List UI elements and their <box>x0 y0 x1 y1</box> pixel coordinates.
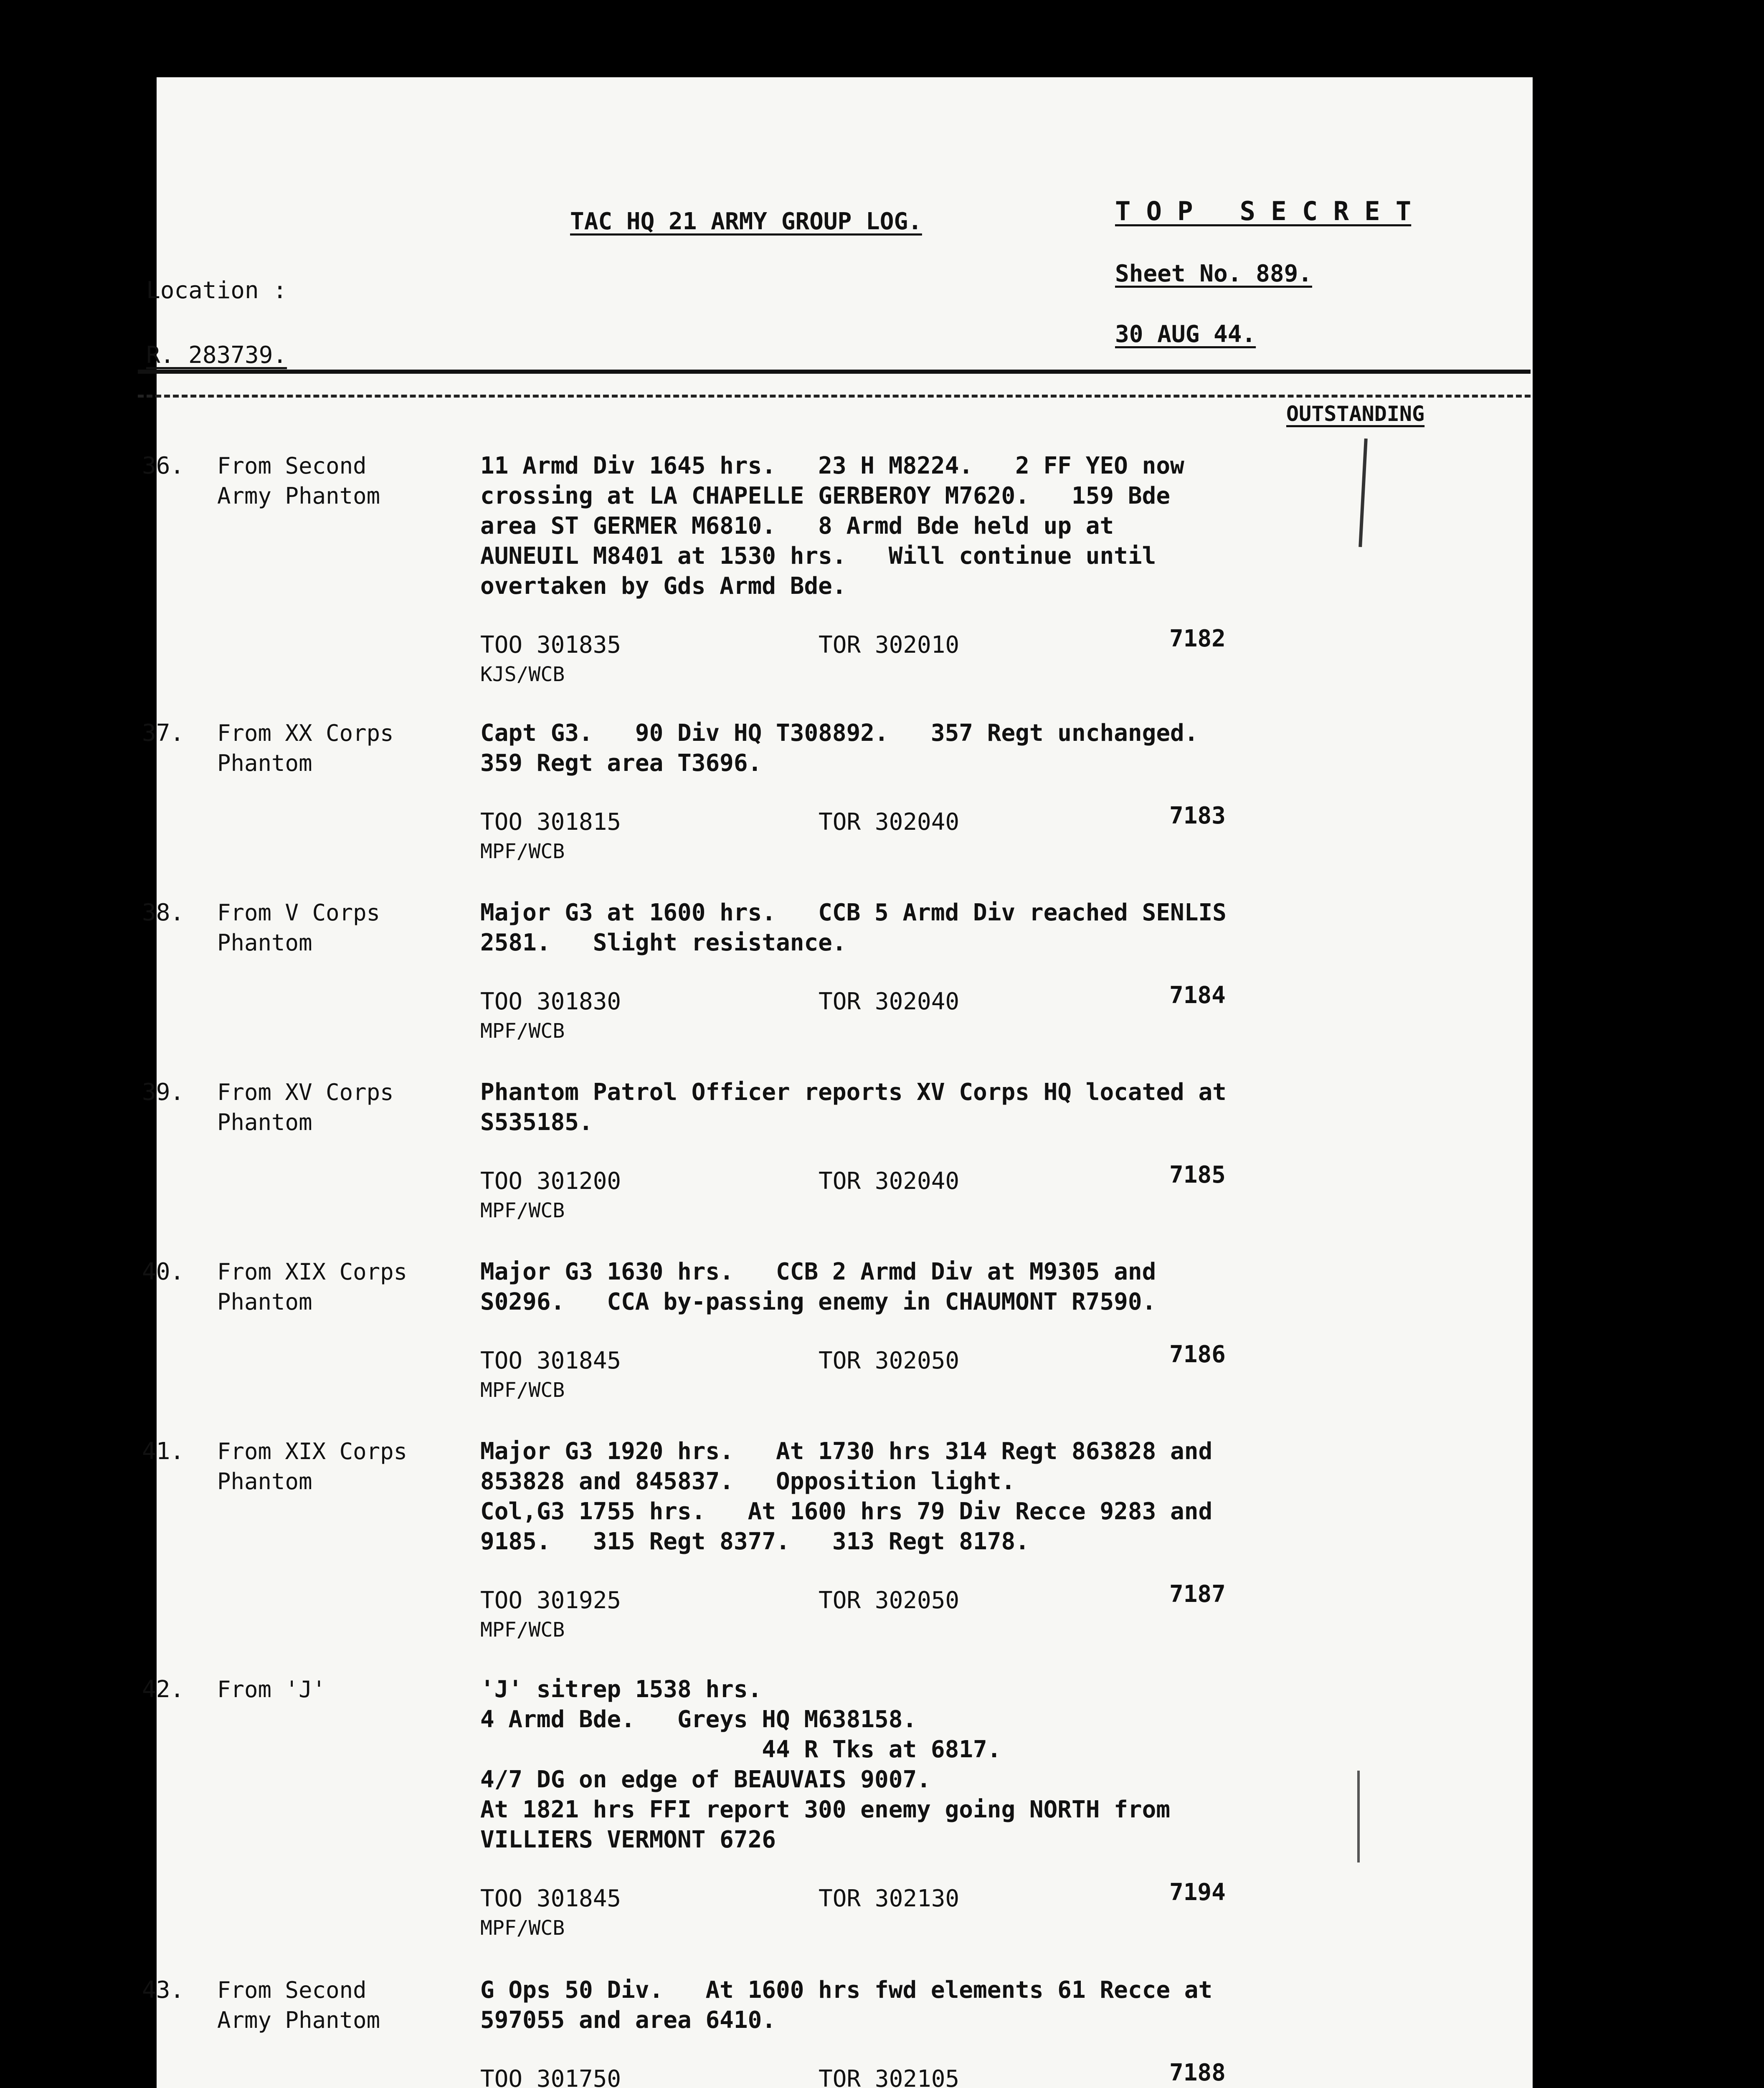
serial-number: 7186 <box>1169 1341 1226 1368</box>
entry-message <box>480 1437 1315 1557</box>
entry-source-line: From 'J' <box>217 1676 326 1703</box>
time-of-receipt: TOR 302130 <box>819 1885 960 1912</box>
entry-source <box>217 451 380 511</box>
time-of-origin <box>480 808 621 866</box>
entry-message-line: Major G3 1920 hrs. At 1730 hrs 314 Regt 863828 and <box>480 1438 1213 1465</box>
entry-message-line: 2581. Slight resistance. <box>480 929 847 956</box>
entry-source <box>217 1077 394 1138</box>
classification-marking: T O P S E C R E T <box>1115 196 1412 226</box>
entry-source-line: Army Phantom <box>217 483 380 509</box>
entry-message <box>480 1975 1315 2035</box>
serial-number: 7185 <box>1169 1161 1226 1188</box>
entry-source <box>217 898 380 958</box>
entry-message-line: 4/7 DG on edge of BEAUVAIS 9007. <box>480 1766 931 1793</box>
time-of-origin <box>480 1346 621 1405</box>
entry-source-line: Phantom <box>217 1289 312 1315</box>
entry-source-line: From XV Corps <box>217 1079 394 1105</box>
entry-source-line: Army Phantom <box>217 2007 380 2033</box>
entry-source-line: Phantom <box>217 930 312 956</box>
too-value: TOO 301750 <box>480 2065 621 2088</box>
operator-initials: MPF/WCB <box>480 1916 565 1940</box>
entry-message-line: At 1821 hrs FFI report 300 enemy going NORTH from <box>480 1796 1171 1823</box>
entry-source-line: Phantom <box>217 1468 312 1495</box>
serial-number: 7188 <box>1169 2059 1226 2086</box>
entry-message-line: Col,G3 1755 hrs. At 1600 hrs 79 Div Recce 9283 and <box>480 1498 1213 1525</box>
too-value: TOO 301845 <box>480 1885 621 1912</box>
entry-message-line: crossing at LA CHAPELLE GERBEROY M7620. 159 Bde <box>480 482 1171 509</box>
entry-message-line: 'J' sitrep 1538 hrs. <box>480 1676 762 1703</box>
entry-message-line: S0296. CCA by-passing enemy in CHAUMONT R7590. <box>480 1288 1156 1315</box>
location-label: Location : <box>146 277 287 304</box>
too-value: TOO 301845 <box>480 1347 621 1374</box>
entry-message-line: 9185. 315 Regt 8377. 313 Regt 8178. <box>480 1528 1029 1555</box>
entry-number: 41. <box>142 1438 185 1465</box>
entry-message-line: Capt G3. 90 Div HQ T308892. 357 Regt unchanged. <box>480 720 1199 747</box>
too-value: TOO 301815 <box>480 808 621 836</box>
log-title: TAC HQ 21 ARMY GROUP LOG. <box>570 208 922 235</box>
entry-message <box>480 1077 1315 1138</box>
entry-message <box>480 451 1315 601</box>
time-of-receipt: TOR 302050 <box>819 1587 960 1614</box>
serial-number: 7184 <box>1169 982 1226 1009</box>
entry-message-line: Major G3 1630 hrs. CCB 2 Armd Div at M9305 and <box>480 1258 1156 1285</box>
operator-initials: MPF/WCB <box>480 1378 565 1402</box>
entry-number: 38. <box>142 899 185 926</box>
too-value: TOO 301200 <box>480 1168 621 1195</box>
header-dashed-rule <box>138 395 1531 398</box>
operator-initials: MPF/WCB <box>480 1618 565 1642</box>
entry-message-line: S535185. <box>480 1109 593 1136</box>
margin-pen-mark <box>1357 1771 1360 1862</box>
time-of-receipt: TOR 302010 <box>819 631 960 659</box>
entry-number: 36. <box>142 452 185 479</box>
time-of-receipt: TOR 302050 <box>819 1347 960 1374</box>
header-rule <box>138 370 1531 374</box>
entry-source-line: From V Corps <box>217 900 380 926</box>
entry-message-line: G Ops 50 Div. At 1600 hrs fwd elements 61 Recce at <box>480 1977 1213 2004</box>
too-value: TOO 301925 <box>480 1587 621 1614</box>
time-of-receipt: TOR 302040 <box>819 1168 960 1195</box>
entry-message <box>480 1257 1315 1317</box>
serial-number: 7187 <box>1169 1581 1226 1608</box>
time-of-origin <box>480 1167 621 1225</box>
serial-number: 7183 <box>1169 802 1226 829</box>
time-of-receipt: TOR 302105 <box>819 2065 960 2088</box>
entry-message-line: Phantom Patrol Officer reports XV Corps HQ located at <box>480 1079 1227 1106</box>
operator-initials: KJS/WCB <box>480 663 565 686</box>
entry-message-line: VILLIERS VERMONT 6726 <box>480 1826 776 1853</box>
location-value: R. 283739. <box>146 342 287 369</box>
serial-number: 7182 <box>1169 625 1226 652</box>
entry-message-line: 853828 and 845837. Opposition light. <box>480 1468 1016 1495</box>
serial-number: 7194 <box>1169 1879 1226 1906</box>
entry-number: 39. <box>142 1079 185 1106</box>
entry-number: 43. <box>142 1977 185 2004</box>
time-of-receipt: TOR 302040 <box>819 988 960 1015</box>
entry-message-line: Major G3 at 1600 hrs. CCB 5 Armd Div reached SENLIS <box>480 899 1227 926</box>
entry-source-line: From XX Corps <box>217 720 394 746</box>
entry-source-line: From XIX Corps <box>217 1259 408 1285</box>
entry-message-line: 359 Regt area T3696. <box>480 750 762 777</box>
entry-message-line: overtaken by Gds Armd Bde. <box>480 573 847 600</box>
too-value: TOO 301835 <box>480 631 621 659</box>
too-value: TOO 301830 <box>480 988 621 1015</box>
time-of-origin <box>480 987 621 1046</box>
entry-source <box>217 1675 326 1705</box>
entry-message-line: 11 Armd Div 1645 hrs. 23 H M8224. 2 FF YEO now <box>480 452 1184 479</box>
operator-initials: MPF/WCB <box>480 1199 565 1222</box>
time-of-origin <box>480 2065 621 2088</box>
entry-source-line: From XIX Corps <box>217 1438 408 1465</box>
entry-number: 37. <box>142 720 185 747</box>
entry-source-line: Phantom <box>217 750 312 776</box>
entry-source <box>217 718 394 778</box>
outstanding-heading: OUTSTANDING <box>1286 402 1425 426</box>
entry-source <box>217 1437 407 1497</box>
entry-message <box>480 898 1315 958</box>
entry-message-line: 597055 and area 6410. <box>480 2007 776 2034</box>
entry-message-line: AUNEUIL M8401 at 1530 hrs. Will continue until <box>480 542 1156 570</box>
entry-source-line: Phantom <box>217 1109 312 1135</box>
entry-message-line: area ST GERMER M6810. 8 Armd Bde held up at <box>480 512 1114 540</box>
entry-message-line: 4 Armd Bde. Greys HQ M638158. <box>480 1706 917 1733</box>
time-of-origin <box>480 631 621 689</box>
entry-number: 40. <box>142 1258 185 1285</box>
time-of-origin <box>480 1884 621 1943</box>
entry-source-line: From Second <box>217 1977 367 2003</box>
time-of-origin <box>480 1586 621 1645</box>
entry-source-line: From Second <box>217 453 367 479</box>
operator-initials: MPF/WCB <box>480 1019 565 1043</box>
time-of-receipt: TOR 302040 <box>819 808 960 836</box>
sheet-number: Sheet No. 889. <box>1115 260 1313 287</box>
entry-source <box>217 1257 407 1317</box>
entry-message <box>480 1675 1315 1855</box>
entry-number: 42. <box>142 1676 185 1703</box>
entry-message-line: 44 R Tks at 6817. <box>480 1736 1001 1763</box>
operator-initials: MPF/WCB <box>480 840 565 863</box>
entry-message <box>480 718 1315 778</box>
entry-source <box>217 1975 380 2035</box>
log-date: 30 AUG 44. <box>1115 321 1256 348</box>
